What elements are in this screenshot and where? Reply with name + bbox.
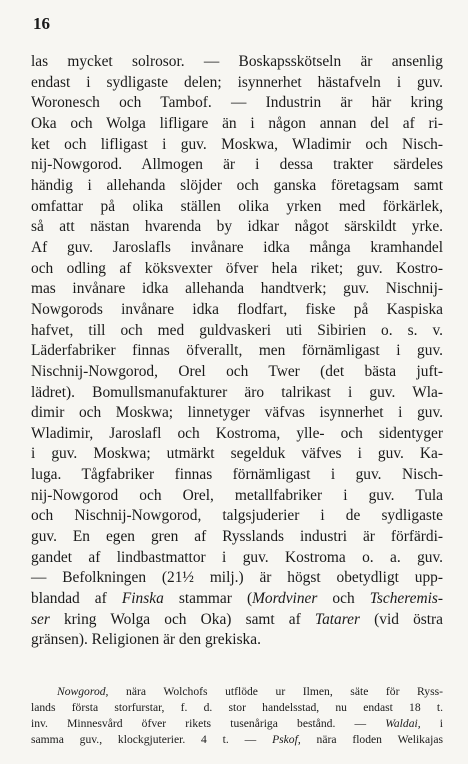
text-segment: endast i sydligaste delen; isynnerhet hästafveln i guv. bbox=[31, 73, 443, 91]
text-line bbox=[31, 300, 443, 321]
text-segment: Woronesch och Tambof. — Industrin är här kring bbox=[31, 94, 443, 112]
text-line bbox=[31, 486, 443, 507]
text-segment: Af guv. Jaroslafls invånare idka många kramhandel bbox=[31, 238, 443, 256]
text-line bbox=[31, 93, 443, 114]
text-segment: Wladimir, Jaroslafl och Kostroma, ylle- och sidentyger bbox=[31, 424, 443, 442]
text-segment: händig i allehanda slöjder och ganska företagsam samt bbox=[31, 176, 443, 194]
text-line bbox=[31, 259, 443, 280]
text-segment: mas invånare idka allehanda handtverk; guv. Nischnij- bbox=[31, 280, 443, 298]
text-segment: nära Wolchofs utflöde ur Ilmen, säte för Ryss- bbox=[108, 685, 443, 698]
text-segment: omfattar på olika ställen olika yrken med förkärlek, bbox=[31, 197, 443, 215]
note-text bbox=[31, 684, 443, 748]
text-line bbox=[31, 630, 443, 651]
text-line bbox=[31, 217, 443, 238]
italic-text: Nowgorod, bbox=[57, 685, 109, 698]
text-line bbox=[31, 176, 443, 197]
note-line bbox=[31, 716, 443, 732]
text-segment: och odling af köksvexter öfver hela riket; guv. Kostro- bbox=[31, 259, 443, 277]
text-line bbox=[31, 238, 443, 259]
text-line bbox=[31, 362, 443, 383]
text-line bbox=[31, 548, 443, 569]
text-segment: lands första storfurstar, f. d. stor handelsstad, nu endast 18 t. bbox=[31, 701, 443, 714]
text-line bbox=[31, 589, 443, 610]
italic-text: Finska bbox=[121, 590, 164, 608]
text-line bbox=[31, 114, 443, 135]
text-segment: samma guv., klockgjuterier. 4 t. — bbox=[31, 733, 273, 746]
text-segment: i bbox=[420, 717, 443, 730]
text-segment: luga. Tågfabriker finnas förnämligast i guv. Nisch- bbox=[31, 466, 443, 484]
text-line bbox=[31, 321, 443, 342]
text-segment: gränsen). Religionen är den grekiska. bbox=[31, 631, 261, 649]
text-line bbox=[31, 465, 443, 486]
text-line bbox=[31, 279, 443, 300]
text-line bbox=[31, 506, 443, 527]
text-segment: gandet af lindbastmattor i guv. Kostroma o. a. guv. bbox=[31, 548, 443, 566]
text-segment: nij-Nowgorod. Allmogen är i dessa trakter särdeles bbox=[31, 156, 443, 174]
text-segment: — Befolkningen (21½ milj.) är högst obetydligt upp- bbox=[31, 569, 443, 587]
text-line bbox=[31, 155, 443, 176]
text-segment: dimir och Moskwa; linnetyger väfvas isynnerhet i guv. bbox=[31, 404, 443, 422]
text-segment: stammar ( bbox=[163, 590, 253, 608]
page-number: 16 bbox=[33, 14, 50, 33]
text-line bbox=[31, 341, 443, 362]
text-line bbox=[31, 383, 443, 404]
text-segment: nij-Nowgorod och Orel, metallfabriker i guv. Tula bbox=[31, 486, 443, 504]
italic-text: Mordviner bbox=[252, 590, 318, 608]
text-line bbox=[31, 52, 443, 73]
italic-text: ser bbox=[31, 610, 50, 628]
text-segment: guv. En egen gren af Rysslands industri är förfärdi- bbox=[31, 528, 443, 546]
text-segment: las mycket solrosor. — Boskapsskötseln är ansenlig bbox=[31, 53, 443, 70]
text-segment: kring Wolga och Oka) samt af bbox=[49, 610, 315, 628]
text-segment: Nischnij-Nowgorod, Orel och Twer (det bästa juft- bbox=[31, 362, 443, 380]
italic-text: Pskof, bbox=[272, 733, 301, 746]
text-segment: lädret). Bomullsmanufakturer äro talrikast i guv. Wla- bbox=[31, 383, 443, 401]
text-segment: ket och lifligast i guv. Moskwa, Wladimir och Nisch- bbox=[31, 135, 443, 153]
text-line bbox=[31, 403, 443, 424]
text-segment: och bbox=[317, 590, 370, 608]
text-segment: nära floden Welikajas bbox=[300, 733, 443, 746]
text-segment: (vid östra bbox=[359, 610, 444, 628]
text-segment: Oka och Wolga lifligare än i någon annan del af ri- bbox=[31, 114, 443, 132]
text-segment: Nowgorods invånare idka flodfart, fiske på Kaspiska bbox=[31, 300, 443, 318]
note-line bbox=[31, 684, 443, 700]
text-line bbox=[31, 73, 443, 94]
text-segment: och Nischnij-Nowgorod, talgsjuderier i de sydligaste bbox=[31, 507, 443, 525]
text-line bbox=[31, 444, 443, 465]
text-line bbox=[31, 568, 443, 589]
italic-text: Tscheremis- bbox=[369, 590, 444, 608]
text-line bbox=[31, 527, 443, 548]
main-text bbox=[31, 52, 443, 651]
text-segment: Läderfabriker finnas öfverallt, men förnämligast i guv. bbox=[31, 342, 443, 360]
note-line bbox=[31, 700, 443, 716]
text-segment: blandad af bbox=[31, 590, 122, 608]
note-line bbox=[31, 732, 443, 748]
text-line bbox=[31, 610, 443, 631]
text-segment: inv. Minnesvård öfver rikets tusenåriga bestånd. — bbox=[31, 717, 386, 730]
text-line bbox=[31, 424, 443, 445]
italic-text: Tatarer bbox=[314, 610, 360, 628]
text-line bbox=[31, 197, 443, 218]
text-segment: hafvet, till och med guldvaskeri uti Sibirien o. s. v. bbox=[31, 321, 443, 339]
text-segment: så att nästan hvarenda by idkar något särskildt yrke. bbox=[31, 218, 443, 236]
italic-text: Waldai, bbox=[385, 717, 421, 730]
text-segment: i guv. Moskwa; utmärkt segelduk väfves i guv. Ka- bbox=[31, 445, 443, 463]
text-line bbox=[31, 135, 443, 156]
